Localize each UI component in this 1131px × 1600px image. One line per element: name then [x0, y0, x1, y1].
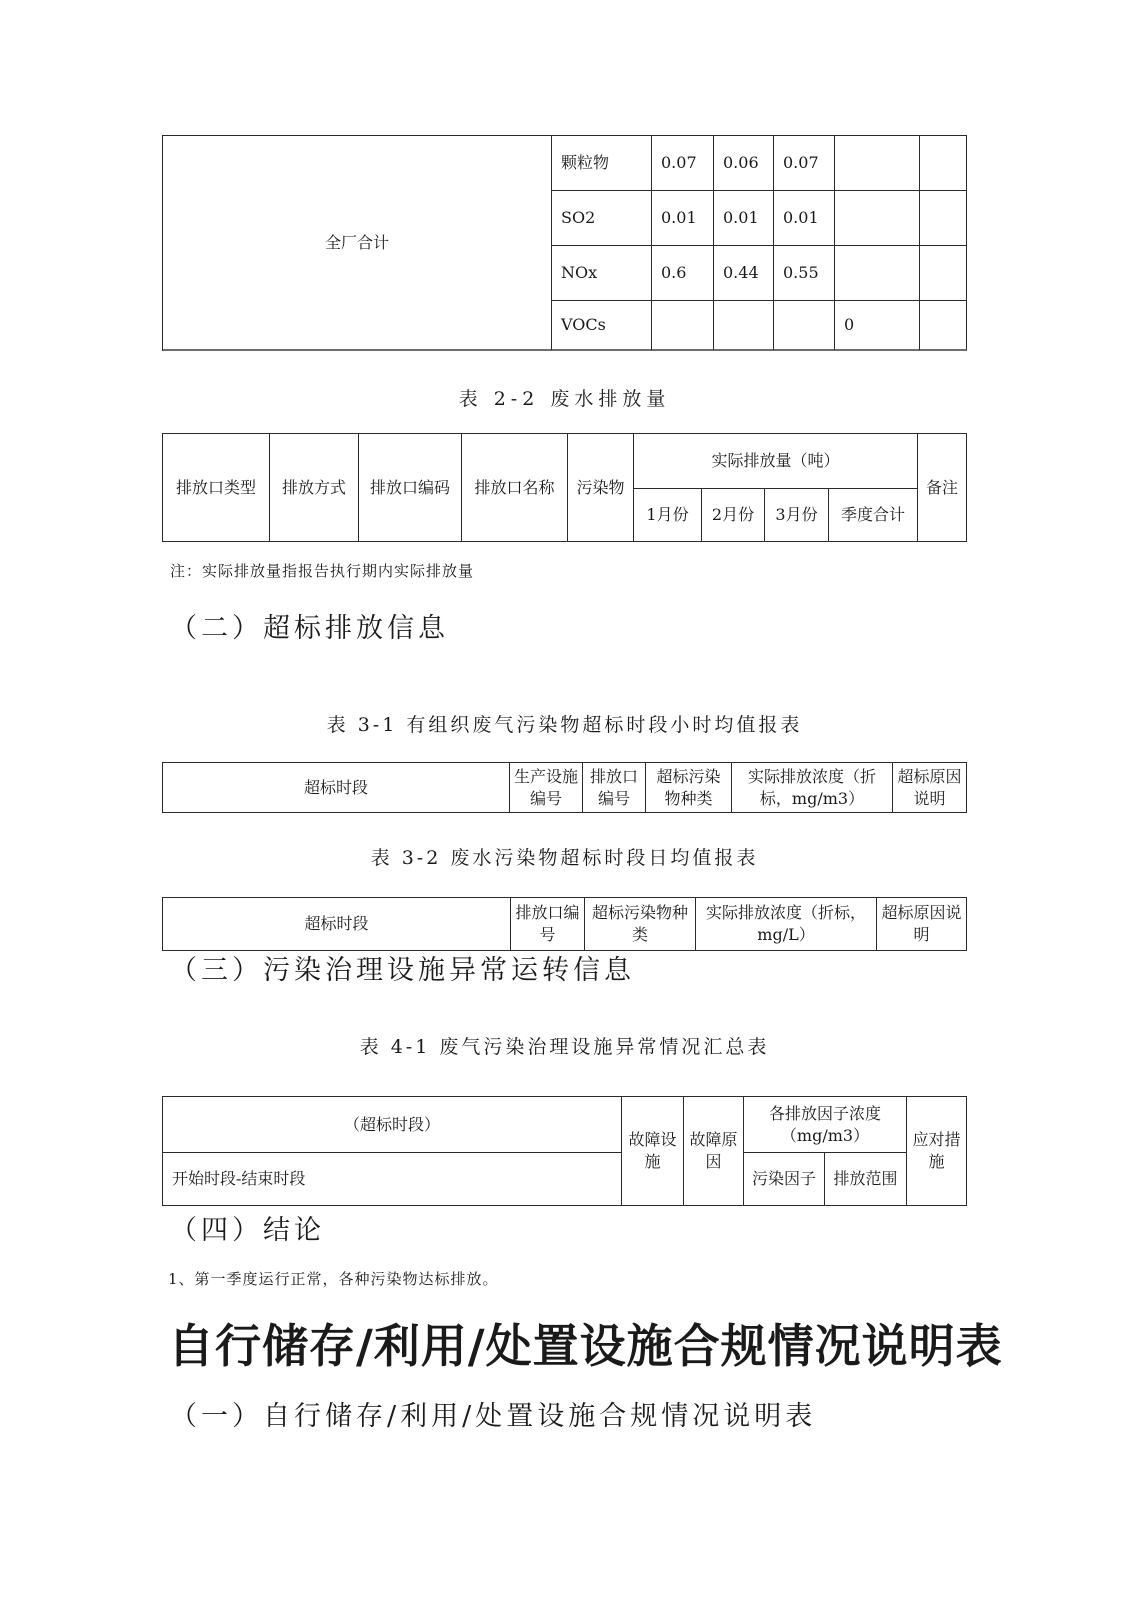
header-period-bottom: 开始时段-结束时段: [163, 1153, 622, 1206]
table-cell-value: [652, 301, 714, 351]
section-4-heading: （四）结论: [170, 1215, 325, 1246]
header-period: 超标时段: [163, 898, 511, 951]
table-4-1-title: 表 4-1 废气污染治理设施异常情况汇总表: [359, 1036, 770, 1058]
table-cell-value: 0.55: [774, 246, 835, 301]
waste-gas-total-table: [162, 135, 967, 351]
table-cell-remark: [920, 191, 967, 246]
table-cell-pollutant: VOCs: [552, 301, 652, 351]
header-pollutant-type: 超标污染物种类: [585, 898, 696, 951]
header-outlet-type: 排放口类型: [163, 434, 270, 542]
table-cell-value: [714, 301, 774, 351]
table-cell-value: 0.44: [714, 246, 774, 301]
table-cell-pollutant: NOx: [552, 246, 652, 301]
header-response: 应对措施: [907, 1097, 967, 1206]
header-emission-range: 排放范围: [825, 1153, 907, 1206]
header-facility-code: 生产设施编号: [510, 763, 583, 813]
table-cell-value: 0.06: [714, 136, 774, 191]
table-cell-value: 0.07: [652, 136, 714, 191]
header-discharge-mode: 排放方式: [270, 434, 359, 542]
header-remark: 备注: [918, 434, 967, 542]
table-cell-value: [835, 246, 920, 301]
table-cell-remark: [920, 246, 967, 301]
table-cell-value: [835, 191, 920, 246]
table-cell-value: 0.01: [652, 191, 714, 246]
header-outlet-code: 排放口编号: [583, 763, 646, 813]
header-feb: 2月份: [702, 489, 765, 542]
header-pollutant-type: 超标污染物种类: [646, 763, 732, 813]
header-reason: 超标原因说明: [893, 763, 967, 813]
table-cell-value: [835, 136, 920, 191]
header-outlet-name: 排放口名称: [462, 434, 568, 542]
table-cell-remark: [920, 301, 967, 351]
table-cell-group-label: 全厂合计: [163, 136, 552, 351]
table-cell-remark: [920, 136, 967, 191]
water-exceedance-daily-table: [162, 897, 967, 951]
table-cell-value: 0.6: [652, 246, 714, 301]
table-3-1-title: 表 3-1 有组织废气污染物超标时段小时均值报表: [326, 714, 803, 736]
header-fault-reason: 故障原因: [684, 1097, 744, 1206]
section-1-next-heading: （一）自行储存/利用/处置设施合规情况说明表: [170, 1401, 817, 1432]
header-pollutant: 污染物: [568, 434, 634, 542]
header-outlet-code: 排放口编码: [359, 434, 462, 542]
table-2-2-title: 表 2-2 废水排放量: [458, 388, 671, 410]
treatment-facility-abnormal-table: [162, 1096, 967, 1206]
table-cell-value: [774, 301, 835, 351]
header-reason: 超标原因说明: [877, 898, 967, 951]
header-outlet-code: 排放口编号: [511, 898, 585, 951]
wastewater-emission-table: [162, 433, 967, 542]
table-3-2-title: 表 3-2 废水污染物超标时段日均值报表: [370, 847, 759, 869]
table-cell-pollutant: 颗粒物: [552, 136, 652, 191]
section-3-heading: （三）污染治理设施异常运转信息: [170, 955, 635, 986]
header-mar: 3月份: [765, 489, 829, 542]
header-jan: 1月份: [634, 489, 702, 542]
conclusion-item: 1、第一季度运行正常，各种污染物达标排放。: [168, 1270, 499, 1288]
table-cell-pollutant: SO2: [552, 191, 652, 246]
gas-exceedance-hourly-table: [162, 762, 967, 813]
header-quarter-total: 季度合计: [829, 489, 918, 542]
chapter-title: 自行储存/利用/处置设施合规情况说明表: [168, 1319, 1003, 1373]
header-fault-facility: 故障设施: [622, 1097, 684, 1206]
header-actual-emission-group: 实际排放量（吨）: [634, 434, 918, 489]
header-pollution-factor: 污染因子: [744, 1153, 825, 1206]
header-factor-concentration-group: 各排放因子浓度（mg/m3）: [744, 1097, 907, 1153]
table-cell-value: 0.07: [774, 136, 835, 191]
table-cell-value: 0.01: [714, 191, 774, 246]
header-period-top: （超标时段）: [163, 1097, 622, 1153]
header-period: 超标时段: [163, 763, 510, 813]
section-2-heading: （二）超标排放信息: [170, 613, 449, 644]
table-cell-value: 0.01: [774, 191, 835, 246]
table-2-2-note: 注：实际排放量指报告执行期内实际排放量: [170, 562, 475, 580]
table-cell-value: 0: [835, 301, 920, 351]
header-actual-concentration: 实际排放浓度（折标，mg/L）: [696, 898, 877, 951]
header-actual-concentration: 实际排放浓度（折标，mg/m3）: [732, 763, 893, 813]
